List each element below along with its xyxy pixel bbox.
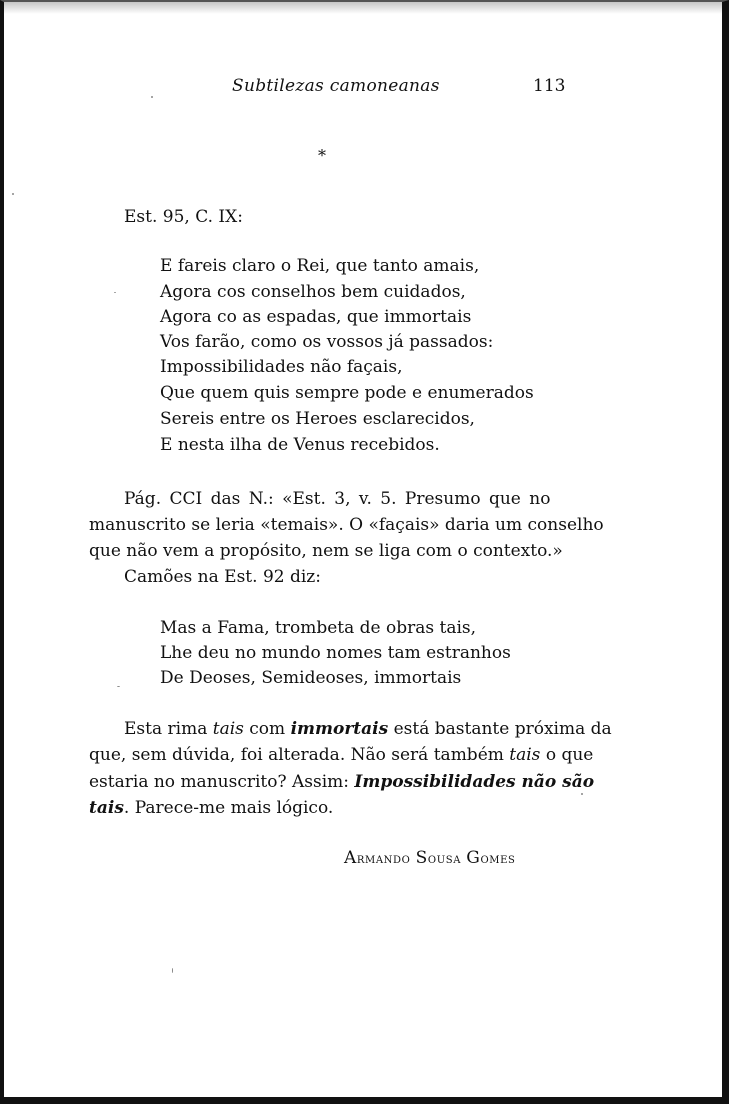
paragraph-line: Pág. CCI das N.: «Est. 3, v. 5. Presumo que no — [124, 489, 551, 509]
text-segment: com — [243, 719, 291, 739]
running-title: Subtilezas camoneanas — [232, 76, 440, 96]
verse-line: Mas a Fama, trombeta de obras tais, — [160, 618, 477, 638]
paragraph-line: que não vem a propósito, nem se liga com o contexto.» — [89, 541, 563, 561]
verse-line: Vos farão, como os vossos já passados: — [160, 332, 494, 352]
scan-speck — [581, 793, 583, 795]
paragraph-line: Camões na Est. 92 diz: — [124, 567, 321, 587]
verse-line: De Deoses, Semideoses, immortais — [160, 668, 462, 688]
scan-speck — [114, 292, 116, 293]
scan-speck — [117, 686, 120, 687]
paragraph-line — [89, 798, 333, 818]
paragraph-line — [89, 772, 594, 792]
verse-line: Que quem quis sempre pode e enumerados — [160, 383, 534, 403]
italic-phrase: Impossibilidades não são — [354, 772, 595, 792]
author-signature: Armando Sousa Gomes — [344, 848, 516, 868]
scan-speck — [12, 193, 14, 195]
italic-word: tais — [509, 745, 541, 765]
verse-line: Lhe deu no mundo nomes tam estranhos — [160, 643, 511, 663]
scan-speck — [172, 968, 173, 973]
paragraph-line — [89, 745, 593, 765]
text-segment: estaria no manuscrito? Assim: — [89, 772, 355, 792]
paragraph-line — [124, 719, 612, 739]
section-ornament: * — [318, 146, 326, 165]
paragraph-line: manuscrito se leria «temais». O «façais» daria um conselho — [89, 515, 604, 535]
text-segment: que, sem dúvida, foi alterada. Não será também — [89, 745, 510, 765]
verse-line: Agora co as espadas, que immortais — [160, 307, 472, 327]
citation-heading: Est. 95, C. IX: — [124, 207, 243, 227]
scan-speck — [151, 96, 153, 98]
verse-line: Agora cos conselhos bem cuidados, — [160, 282, 466, 302]
italic-word: tais — [212, 719, 244, 739]
verse-line: Impossibilidades não façais, — [160, 357, 403, 377]
italic-word: immortais — [290, 719, 389, 739]
scan-top-shadow — [0, 0, 729, 14]
page-number: 113 — [533, 76, 566, 96]
verse-line: E nesta ilha de Venus recebidos. — [160, 435, 440, 455]
text-segment: o que — [540, 745, 594, 765]
verse-line: E fareis claro o Rei, que tanto amais, — [160, 256, 480, 276]
text-segment: . Parece-me mais lógico. — [123, 798, 334, 818]
verse-line: Sereis entre os Heroes esclarecidos, — [160, 409, 475, 429]
text-segment: está bastante próxima da — [388, 719, 612, 739]
text-segment: Esta rima — [124, 719, 213, 739]
italic-word: tais — [89, 798, 124, 818]
